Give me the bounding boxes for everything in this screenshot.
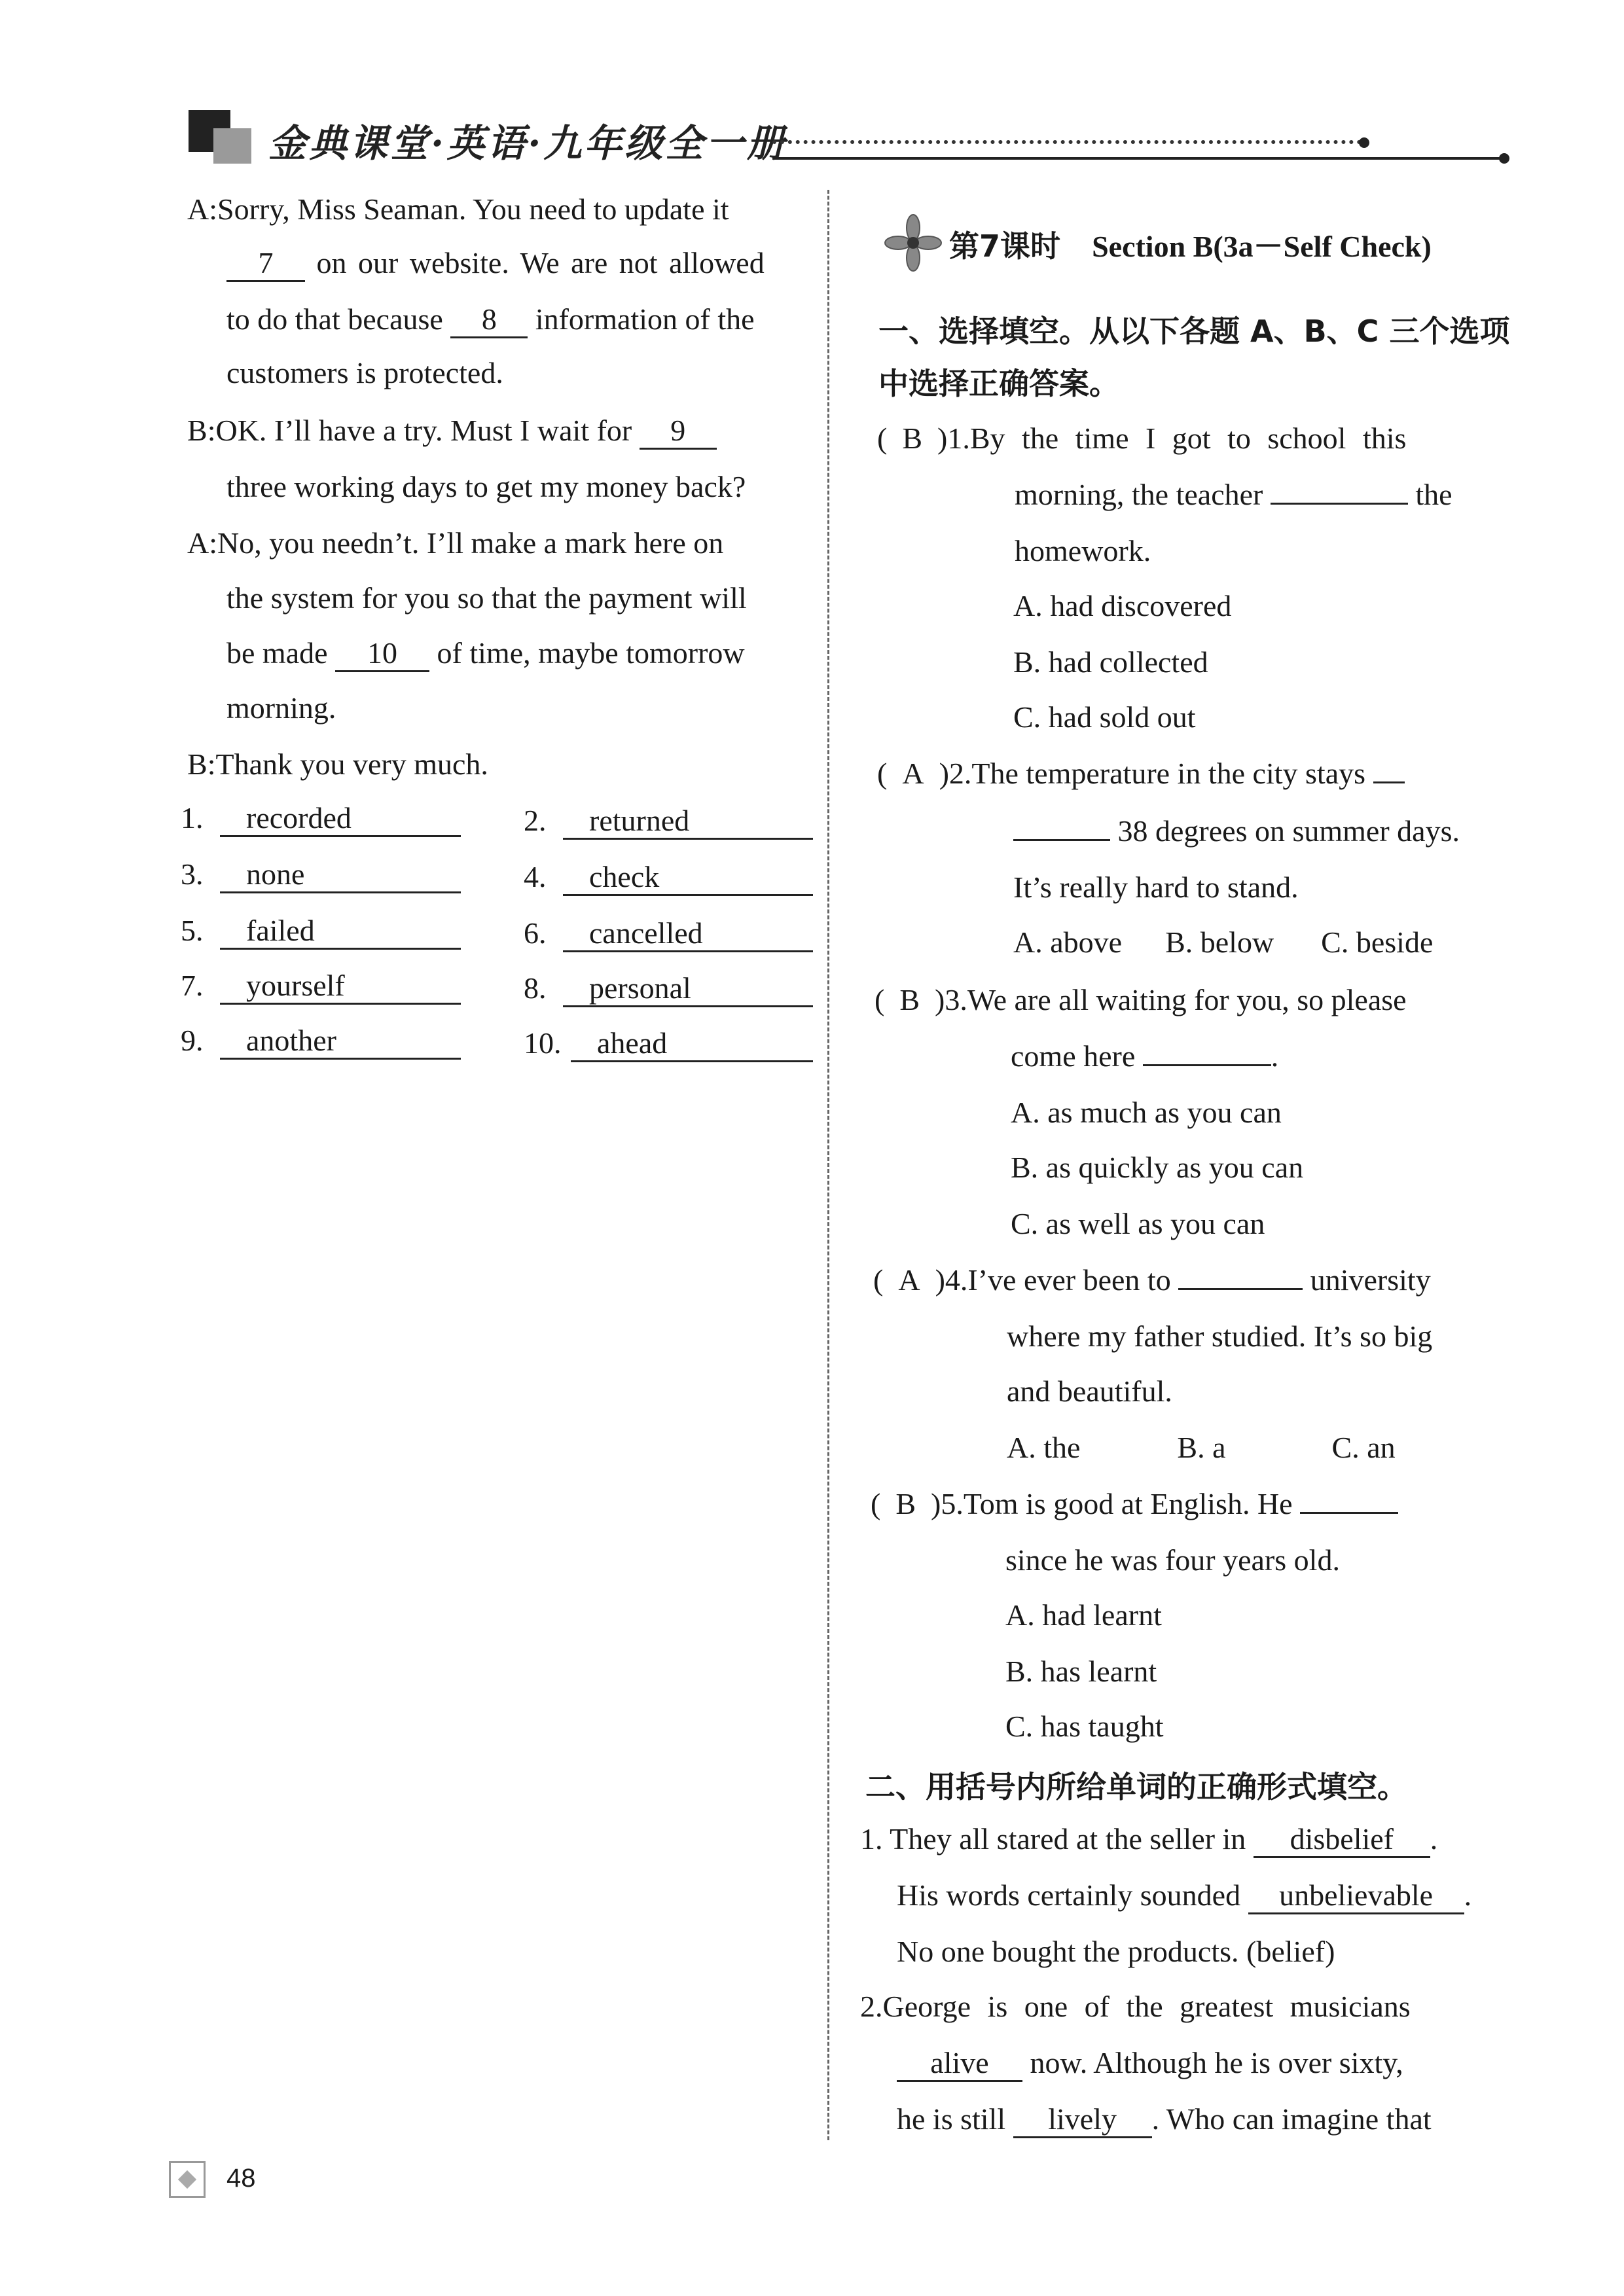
header-dot: [1359, 137, 1369, 148]
blank-9: 9: [640, 414, 717, 450]
column-divider: [827, 190, 829, 2140]
question-2-line3: It’s really hard to stand.: [1013, 870, 1299, 904]
question-4: ( A )4.I’ve ever been to university: [873, 1263, 1431, 1297]
dialog-a2-line4: morning.: [226, 691, 336, 725]
dialog-a2-line3: be made 10 of time, maybe tomorrow: [226, 634, 745, 673]
q3-option-b: B. as quickly as you can: [1011, 1151, 1304, 1184]
fill-2-line3: he is still lively . Who can imagine that: [897, 2100, 1432, 2139]
q5-option-a: A. had learnt: [1005, 1598, 1162, 1632]
q5-option-b: B. has learnt: [1005, 1655, 1157, 1688]
blank-8: 8: [450, 302, 528, 338]
question-3: ( B )3.We are all waiting for you, so please: [875, 983, 1407, 1016]
question-3-line2: come here .: [1011, 1039, 1279, 1073]
dialog-b2-line1: B:Thank you very much.: [187, 747, 488, 781]
question-5-line2: since he was four years old.: [1005, 1543, 1340, 1577]
answer-4: 4. check: [524, 859, 813, 896]
blank-10: 10: [335, 636, 429, 672]
dialog-a1-line1: A:Sorry, Miss Seaman. You need to update it: [187, 192, 729, 226]
answer-8: 8. personal: [524, 970, 813, 1007]
q1-option-a: A. had discovered: [1013, 589, 1232, 622]
answer-1: 1. recorded: [181, 800, 461, 837]
q2-options: A. above B. below C. beside: [1013, 925, 1434, 959]
fill-2-line2: alive now. Although he is over sixty,: [897, 2043, 1403, 2083]
header-logo-square-gray: [213, 128, 251, 164]
fill-1-line2: His words certainly sounded unbelievable .: [897, 1876, 1471, 1915]
dialog-a2-line1: A:No, you needn’t. I’ll make a mark here on: [187, 526, 724, 560]
lesson-flower-icon: [884, 213, 943, 272]
question-4-line3: and beautiful.: [1007, 1374, 1172, 1408]
q3-option-c: C. as well as you can: [1011, 1207, 1265, 1240]
blank-7: 7: [226, 246, 305, 282]
header-dot-end: [1499, 153, 1509, 164]
answer-3: 3. none: [181, 856, 461, 893]
dialog-a1-line2: 7 on our website. We are not allowed: [226, 243, 765, 283]
q1-option-c: C. had sold out: [1013, 700, 1196, 734]
answer-10: 10. ahead: [524, 1025, 813, 1062]
question-1: ( B )1.By the time I got to school this: [877, 422, 1407, 455]
part1-title-line1: 一、选择填空。从以下各题 A、B、C 三个选项: [878, 314, 1510, 349]
q4-options: A. the B. a C. an: [1007, 1431, 1396, 1464]
q1-option-b: B. had collected: [1013, 645, 1208, 679]
dialog-b1-line2: three working days to get my money back?: [226, 470, 746, 503]
dialog-a1-line3: to do that because 8 information of the: [226, 300, 755, 339]
q3-option-a: A. as much as you can: [1011, 1096, 1282, 1129]
question-1-line2: morning, the teacher the: [1015, 478, 1453, 511]
header-rule: [772, 157, 1506, 160]
dialog-a1-line4: customers is protected.: [226, 356, 503, 389]
header-title: 金典课堂·英语·九年级全一册: [268, 121, 787, 166]
answer-6: 6. cancelled: [524, 915, 813, 952]
answer-2: 2. returned: [524, 802, 813, 840]
page-number: 48: [226, 2164, 256, 2193]
dialog-b1-line1: B:OK. I’ll have a try. Must I wait for 9: [187, 411, 717, 450]
dialog-a2-line2: the system for you so that the payment will: [226, 581, 747, 615]
question-4-line2: where my father studied. It’s so big: [1007, 1319, 1433, 1353]
answer-5: 5. failed: [181, 912, 461, 950]
fill-1-line1: 1. They all stared at the seller in disbelief .: [860, 1820, 1437, 1859]
fill-2-line1: 2.George is one of the greatest musicians: [860, 1990, 1411, 2023]
q5-option-c: C. has taught: [1005, 1710, 1164, 1743]
part2-title: 二、用括号内所给单词的正确形式填空。: [865, 1769, 1407, 1804]
question-5: ( B )5.Tom is good at English. He: [871, 1484, 1398, 1524]
answer-7: 7. yourself: [181, 967, 461, 1005]
part1-title-line2: 中选择正确答案。: [878, 366, 1119, 401]
question-1-line3: homework.: [1015, 534, 1151, 567]
question-2: ( A )2.The temperature in the city stays: [877, 754, 1405, 793]
fill-1-line3: No one bought the products. (belief): [897, 1935, 1335, 1968]
lesson-title: 第7课时 Section B(3a－Self Check): [949, 228, 1432, 264]
question-2-line2: 38 degrees on summer days.: [1013, 812, 1460, 851]
header-dotted-rule: [772, 140, 1362, 144]
answer-9: 9. another: [181, 1022, 461, 1060]
